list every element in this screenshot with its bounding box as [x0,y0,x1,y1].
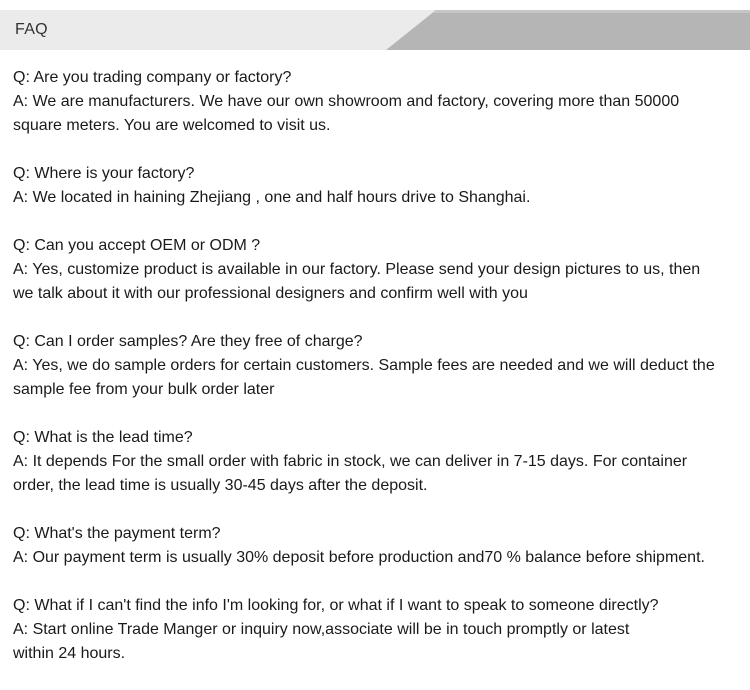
faq-header-bar [0,10,750,50]
faq-item [13,234,743,306]
faq-question: Q: What if I can't find the info I'm looking for, or what if I want to speak to someone directly? [13,597,659,614]
faq-answer: A: We are manufacturers. We have our own showroom and factory, covering more than 50000 square meters. You are welcomed to visit us. [13,93,680,134]
faq-answer: A: We located in haining Zhejiang , one and half hours drive to Shanghai. [13,189,531,206]
faq-item [13,162,743,210]
faq-answer: A: Start online Trade Manger or inquiry now,associate will be in touch promptly or latest within 24 hours. [13,621,630,662]
faq-title: FAQ [15,21,48,38]
faq-question: Q: Are you trading company or factory? [13,69,292,86]
faq-item [13,66,743,138]
faq-item [13,594,743,666]
header-accent-wedge [0,10,750,50]
faq-item [13,330,743,402]
faq-answer: A: Yes, we do sample orders for certain customers. Sample fees are needed and we will deduct the sample fee from your bulk order later [13,357,715,398]
faq-question: Q: What is the lead time? [13,429,193,446]
faq-question: Q: What's the payment term? [13,525,221,542]
faq-item [13,426,743,498]
faq-answer: A: Our payment term is usually 30% deposit before production and70 % balance before shipment. [13,549,705,566]
faq-list [13,66,743,690]
faq-question: Q: Can you accept OEM or ODM ? [13,237,261,254]
faq-item [13,522,743,570]
faq-answer: A: It depends For the small order with fabric in stock, we can deliver in 7-15 days. For container order, the lead time is usually 30-45 days after the deposit. [13,453,688,494]
faq-question: Q: Where is your factory? [13,165,195,182]
faq-question: Q: Can I order samples? Are they free of charge? [13,333,363,350]
faq-answer: A: Yes, customize product is available in our factory. Please send your design pictures to us, then we talk about it with our professional designers and confirm well with you [13,261,701,302]
